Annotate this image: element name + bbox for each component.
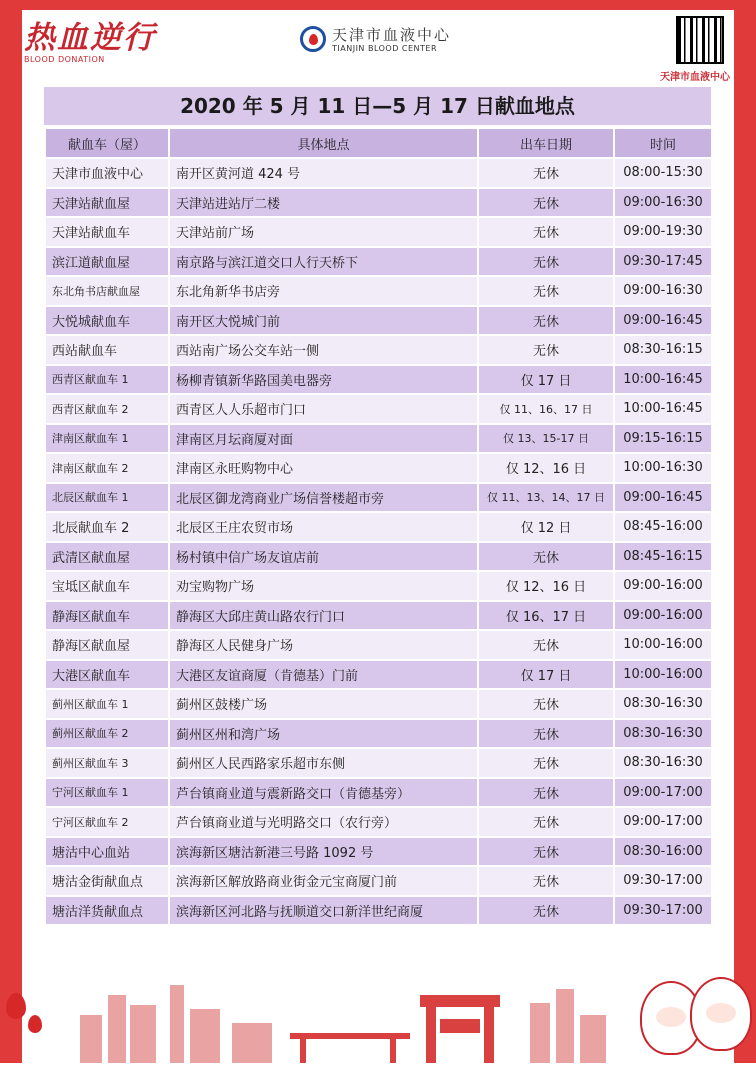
vehicle-cell: 天津站献血车 <box>45 217 169 247</box>
date-cell: 无休 <box>478 719 614 749</box>
address-cell: 北辰区王庄农贸市场 <box>169 512 478 542</box>
address-cell: 东北角新华书店旁 <box>169 276 478 306</box>
blood-donation-logo <box>24 12 184 70</box>
vehicle-cell: 天津市血液中心 <box>45 158 169 188</box>
address-cell: 蓟州区州和湾广场 <box>169 719 478 749</box>
address-cell: 大港区友谊商厦（肯德基）门前 <box>169 660 478 690</box>
time-cell: 08:45-16:00 <box>614 512 712 542</box>
time-cell: 09:00-17:00 <box>614 807 712 837</box>
table-row <box>45 542 712 572</box>
donation-locations-table <box>44 127 713 926</box>
address-cell: 南开区黄河道 424 号 <box>169 158 478 188</box>
vehicle-cell: 北辰献血车 2 <box>45 512 169 542</box>
time-cell: 10:00-16:45 <box>614 394 712 424</box>
address-cell: 津南区永旺购物中心 <box>169 453 478 483</box>
vehicle-cell: 塘沽金街献血点 <box>45 866 169 896</box>
time-cell: 09:15-16:15 <box>614 424 712 454</box>
blood-drop-icon <box>6 993 26 1019</box>
header-date: 出车日期 <box>478 128 614 158</box>
time-cell: 09:00-16:00 <box>614 601 712 631</box>
vehicle-cell: 宝坻区献血车 <box>45 571 169 601</box>
vehicle-cell: 宁河区献血车 1 <box>45 778 169 808</box>
table-row <box>45 365 712 395</box>
address-cell: 滨海新区解放路商业街金元宝商厦门前 <box>169 866 478 896</box>
address-cell: 西青区人人乐超市门口 <box>169 394 478 424</box>
table-row <box>45 689 712 719</box>
blood-drop-icon <box>28 1015 42 1033</box>
table-row <box>45 335 712 365</box>
address-cell: 杨村镇中信广场友谊店前 <box>169 542 478 572</box>
vehicle-cell: 天津站献血屋 <box>45 188 169 218</box>
mascot-icon <box>690 977 752 1051</box>
table-title: 2020 年 5 月 11 日—5 月 17 日献血地点 <box>44 87 711 127</box>
time-cell: 08:30-16:00 <box>614 837 712 867</box>
vehicle-cell: 津南区献血车 1 <box>45 424 169 454</box>
address-cell: 杨柳青镇新华路国美电器旁 <box>169 365 478 395</box>
address-cell: 芦台镇商业道与光明路交口（农行旁） <box>169 807 478 837</box>
date-cell: 无休 <box>478 217 614 247</box>
date-cell: 仅 12 日 <box>478 512 614 542</box>
date-cell: 仅 12、16 日 <box>478 453 614 483</box>
date-cell: 无休 <box>478 778 614 808</box>
date-cell: 无休 <box>478 630 614 660</box>
date-cell: 无休 <box>478 306 614 336</box>
blood-drop-icon <box>300 26 326 52</box>
table-row <box>45 276 712 306</box>
date-cell: 仅 11、13、14、17 日 <box>478 483 614 513</box>
center-name-en: TIANJIN BLOOD CENTER <box>332 44 438 53</box>
date-cell: 仅 11、16、17 日 <box>478 394 614 424</box>
time-cell: 09:00-19:30 <box>614 217 712 247</box>
vehicle-cell: 宁河区献血车 2 <box>45 807 169 837</box>
city-skyline-footer <box>0 975 756 1063</box>
logo-text: 热血逆行 <box>24 20 156 56</box>
vehicle-cell: 西青区献血车 1 <box>45 365 169 395</box>
vehicle-cell: 西站献血车 <box>45 335 169 365</box>
date-cell: 仅 12、16 日 <box>478 571 614 601</box>
date-cell: 无休 <box>478 837 614 867</box>
address-cell: 劝宝购物广场 <box>169 571 478 601</box>
table-row <box>45 512 712 542</box>
vehicle-cell: 滨江道献血屋 <box>45 247 169 277</box>
table-row <box>45 748 712 778</box>
time-cell: 09:30-17:00 <box>614 896 712 926</box>
qr-label: 天津市血液中心 <box>660 72 730 83</box>
table-row <box>45 601 712 631</box>
table-row <box>45 188 712 218</box>
time-cell: 09:00-16:00 <box>614 571 712 601</box>
address-cell: 南京路与滨江道交口人行天桥下 <box>169 247 478 277</box>
time-cell: 08:30-16:15 <box>614 335 712 365</box>
table-row <box>45 424 712 454</box>
vehicle-cell: 大悦城献血车 <box>45 306 169 336</box>
address-cell: 静海区大邱庄黄山路农行门口 <box>169 601 478 631</box>
center-name: 天津市血液中心 <box>332 26 452 44</box>
table-row <box>45 158 712 188</box>
table-row <box>45 217 712 247</box>
header-time: 时间 <box>614 128 712 158</box>
address-cell: 滨海新区塘沽新港三号路 1092 号 <box>169 837 478 867</box>
date-cell: 无休 <box>478 335 614 365</box>
table-row <box>45 453 712 483</box>
address-cell: 蓟州区鼓楼广场 <box>169 689 478 719</box>
address-cell: 蓟州区人民西路家乐超市东侧 <box>169 748 478 778</box>
time-cell: 09:00-16:30 <box>614 276 712 306</box>
time-cell: 08:30-16:30 <box>614 748 712 778</box>
date-cell: 仅 16、17 日 <box>478 601 614 631</box>
address-cell: 芦台镇商业道与震新路交口（肯德基旁） <box>169 778 478 808</box>
vehicle-cell: 塘沽中心血站 <box>45 837 169 867</box>
vehicle-cell: 东北角书店献血屋 <box>45 276 169 306</box>
vehicle-cell: 北辰区献血车 1 <box>45 483 169 513</box>
time-cell: 10:00-16:45 <box>614 365 712 395</box>
date-cell: 仅 17 日 <box>478 660 614 690</box>
time-cell: 09:30-17:45 <box>614 247 712 277</box>
address-cell: 津南区月坛商厦对面 <box>169 424 478 454</box>
time-cell: 08:00-15:30 <box>614 158 712 188</box>
date-cell: 无休 <box>478 188 614 218</box>
table-row <box>45 807 712 837</box>
table-row <box>45 778 712 808</box>
time-cell: 09:00-16:30 <box>614 188 712 218</box>
vehicle-cell: 津南区献血车 2 <box>45 453 169 483</box>
time-cell: 09:00-16:45 <box>614 306 712 336</box>
time-cell: 10:00-16:00 <box>614 660 712 690</box>
vehicle-cell: 蓟州区献血车 2 <box>45 719 169 749</box>
logo-subtext: BLOOD DONATION <box>24 55 105 64</box>
address-cell: 西站南广场公交车站一侧 <box>169 335 478 365</box>
vehicle-cell: 蓟州区献血车 1 <box>45 689 169 719</box>
address-cell: 滨海新区河北路与抚顺道交口新洋世纪商厦 <box>169 896 478 926</box>
date-cell: 无休 <box>478 158 614 188</box>
date-cell: 无休 <box>478 247 614 277</box>
time-cell: 10:00-16:00 <box>614 630 712 660</box>
blood-center-logo <box>300 22 460 62</box>
date-cell: 无休 <box>478 748 614 778</box>
table-row <box>45 660 712 690</box>
date-cell: 无休 <box>478 807 614 837</box>
address-cell: 天津站前广场 <box>169 217 478 247</box>
time-cell: 09:00-17:00 <box>614 778 712 808</box>
vehicle-cell: 大港区献血车 <box>45 660 169 690</box>
qr-code-icon <box>676 16 724 64</box>
table-row <box>45 483 712 513</box>
vehicle-cell: 武清区献血屋 <box>45 542 169 572</box>
table-header-row <box>45 128 712 158</box>
date-cell: 无休 <box>478 276 614 306</box>
header-address: 具体地点 <box>169 128 478 158</box>
date-cell: 仅 17 日 <box>478 365 614 395</box>
vehicle-cell: 西青区献血车 2 <box>45 394 169 424</box>
address-cell: 静海区人民健身广场 <box>169 630 478 660</box>
time-cell: 08:45-16:15 <box>614 542 712 572</box>
time-cell: 08:30-16:30 <box>614 719 712 749</box>
table-row <box>45 306 712 336</box>
address-cell: 北辰区御龙湾商业广场信誉楼超市旁 <box>169 483 478 513</box>
vehicle-cell: 静海区献血屋 <box>45 630 169 660</box>
table-row <box>45 630 712 660</box>
table-row <box>45 394 712 424</box>
vehicle-cell: 塘沽洋货献血点 <box>45 896 169 926</box>
date-cell: 仅 13、15-17 日 <box>478 424 614 454</box>
date-cell: 无休 <box>478 542 614 572</box>
date-cell: 无休 <box>478 689 614 719</box>
table-row <box>45 247 712 277</box>
date-cell: 无休 <box>478 896 614 926</box>
date-cell: 无休 <box>478 866 614 896</box>
time-cell: 09:30-17:00 <box>614 866 712 896</box>
header-vehicle: 献血车（屋） <box>45 128 169 158</box>
time-cell: 09:00-16:45 <box>614 483 712 513</box>
time-cell: 08:30-16:30 <box>614 689 712 719</box>
vehicle-cell: 静海区献血车 <box>45 601 169 631</box>
address-cell: 天津站进站厅二楼 <box>169 188 478 218</box>
address-cell: 南开区大悦城门前 <box>169 306 478 336</box>
table-row <box>45 837 712 867</box>
table-row <box>45 896 712 926</box>
table-row <box>45 866 712 896</box>
vehicle-cell: 蓟州区献血车 3 <box>45 748 169 778</box>
time-cell: 10:00-16:30 <box>614 453 712 483</box>
table-row <box>45 571 712 601</box>
table-row <box>45 719 712 749</box>
